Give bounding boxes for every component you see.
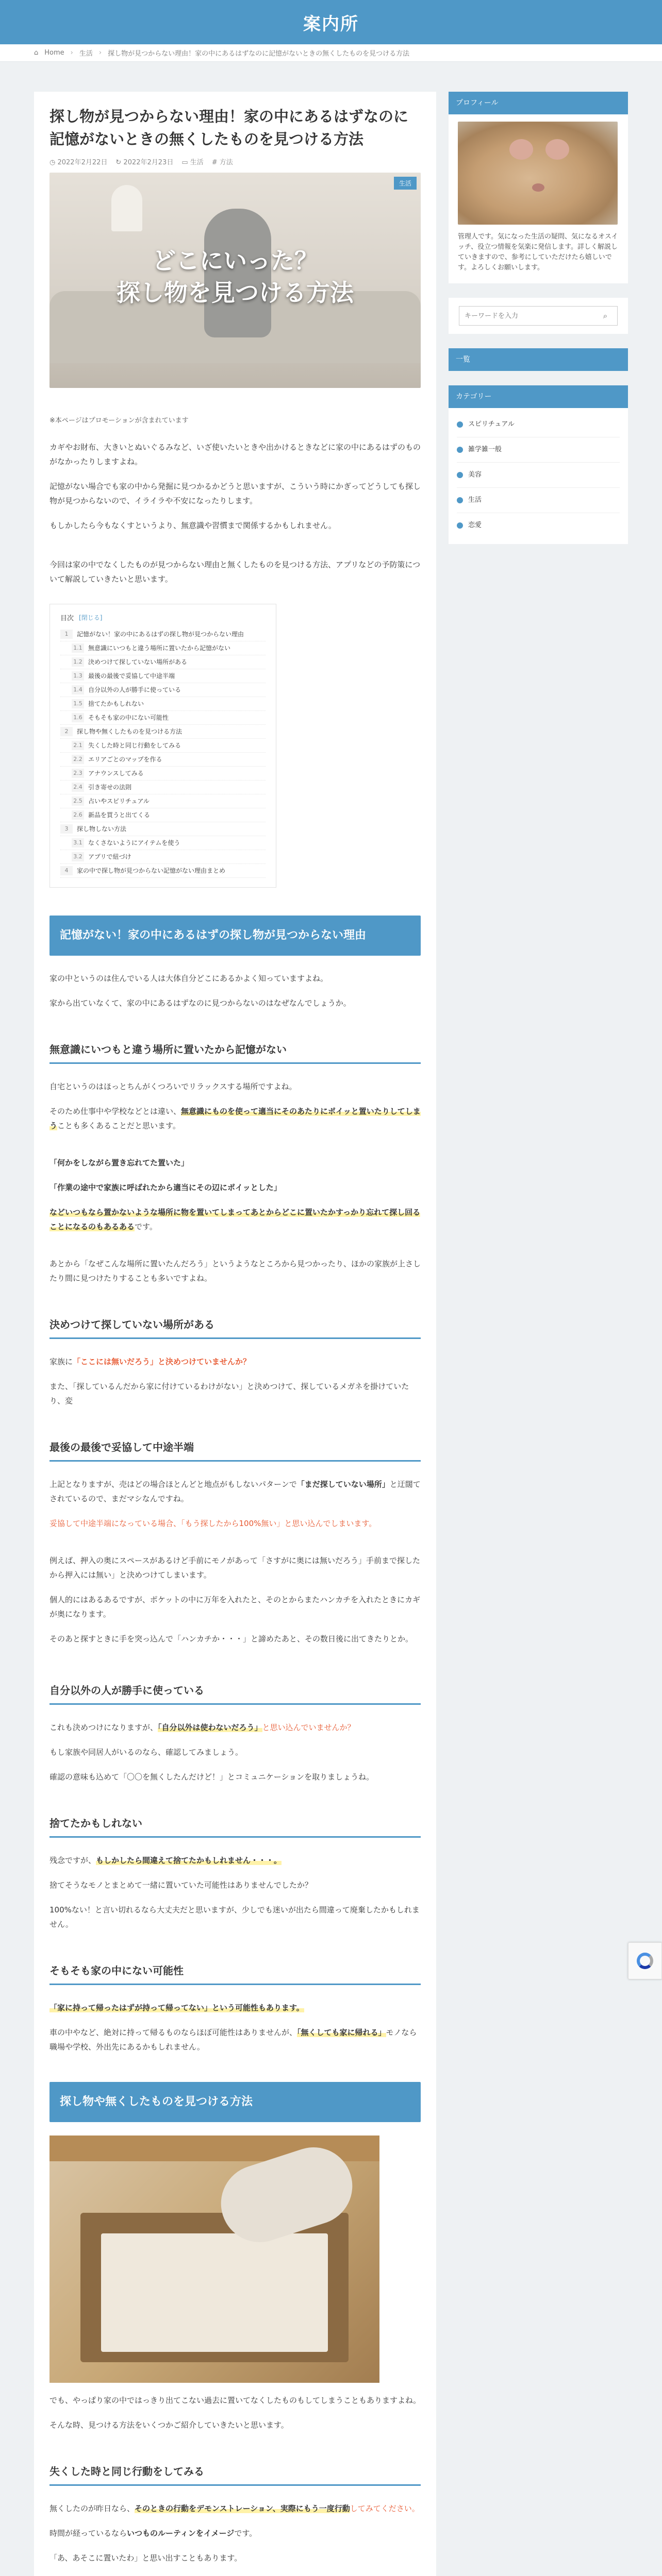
toc-toggle-button[interactable]: [閉じる] xyxy=(79,614,103,621)
red-text: 妥協して中途半端になっている場合、「もう探したから100%無い」と思い込んでしまいます。 xyxy=(49,1519,377,1528)
search-widget xyxy=(449,298,628,334)
toc-item[interactable] xyxy=(60,669,266,683)
toc-item-label: そもそも家の中にない可能性 xyxy=(88,714,169,721)
subsection-heading: 自分以外の人が勝手に使っている xyxy=(49,1682,421,1705)
category-label: 美容 xyxy=(468,471,482,479)
quote-line: 「作業の途中で家族に呼ばれたから適当にその辺にポイッとした」 xyxy=(49,1183,282,1192)
eyecatch-caption-line2: 探し物を見つける方法 xyxy=(117,279,354,307)
paragraph: 家から出ていなくて、家の中にあるはずなのに見つからないのはなぜなんでしょうか。 xyxy=(49,998,351,1008)
toc-item-number: 3.1 xyxy=(72,838,84,848)
category-label: 雑学雑一般 xyxy=(468,446,502,453)
toc-item[interactable] xyxy=(60,781,266,794)
intro-paragraph: カギやお財布、大きいとぬいぐるみなど、いざ使いたいときや出かけるときなどに家の中にあるはずのものがなかったりしますよね。 xyxy=(49,443,421,466)
toc-item-label: 引き寄せの法則 xyxy=(88,784,132,791)
toc-item-label: 新品を買うと出てくる xyxy=(88,811,151,819)
hamster-ear xyxy=(509,139,533,160)
bullet-icon xyxy=(457,447,463,453)
toc-item-label: 占いやスピリチュアル xyxy=(88,798,150,805)
toc-item[interactable] xyxy=(60,697,266,711)
red-text: 「ここには無いだろう」と決めつけていませんか？ xyxy=(73,1357,251,1366)
hamster-nose xyxy=(532,183,544,192)
intro-paragraph: 今回は家の中でなくしたものが見つからない理由と無くしたものを見つける方法、アプリなどの予防策について解説していきたいと思います。 xyxy=(49,560,421,584)
toc-item[interactable] xyxy=(60,822,266,836)
paragraph: 無くしたのが昨日なら、そのときの行動をデモンストレーション、実際にもう一度行動してみてください。 xyxy=(49,2504,420,2513)
category-item[interactable] xyxy=(457,412,620,437)
toc-item[interactable] xyxy=(60,683,266,697)
toc-item-label: 無意識にいつもと違う場所に置いたから記憶がない xyxy=(88,645,231,652)
widget-title: プロフィール xyxy=(449,92,628,114)
intro-paragraph: もしかしたら今もなくすというより、無意識や習慣まで関係するかもしれません。 xyxy=(49,521,336,530)
toc-item-number: 2.1 xyxy=(72,741,84,750)
subsection-heading: 無意識にいつもと違う場所に置いたから記憶がない xyxy=(49,1041,421,1064)
lamp-shape xyxy=(111,185,142,231)
breadcrumb-current: 探し物が見つからない理由！家の中にあるはずなのに記憶がないときの無くしたものを見つける方法 xyxy=(108,50,410,58)
toc-item-number: 1.6 xyxy=(72,713,84,722)
marker-text: 無意識にものを使って適当にそのあたりにポイッと置いたりしてしまう xyxy=(49,1107,421,1130)
paragraph xyxy=(49,2001,421,2015)
toc-item-number: 2.6 xyxy=(72,810,84,820)
refresh-icon: ↻ xyxy=(115,159,124,166)
article-meta xyxy=(49,157,421,166)
hamster-avatar xyxy=(458,122,618,225)
toc-item-label: 探し物や無くしたものを見つける方法 xyxy=(77,728,183,735)
toc-item-number: 1.2 xyxy=(72,657,84,667)
folder-icon: ▭ xyxy=(181,159,190,166)
category-label: 生活 xyxy=(468,496,482,504)
toc-item-label: アプリで紐づけ xyxy=(88,853,131,860)
marker-text: 「家に持って帰ったはずが持って帰ってない」という可能性もあります。 xyxy=(49,2003,304,2012)
recaptcha-badge[interactable] xyxy=(628,1942,662,1979)
toc-item-label: 自分以外の人が勝手に使っている xyxy=(88,686,181,693)
toc-item-number: 3.2 xyxy=(72,852,84,861)
hamster-ear xyxy=(545,139,569,160)
paragraph: 確認の意味も込めて「〇〇を無くしたんだけど！」とコミュニケーションを取りましょうね。 xyxy=(49,1772,374,1782)
paragraph: また、「探しているんだから家に付けているわけがない」と決めつけて、探しているメガネを掛けていたり、変 xyxy=(49,1382,409,1405)
category-item[interactable] xyxy=(457,488,620,513)
subsection-heading: そもそも家の中にない可能性 xyxy=(49,1962,421,1985)
home-icon[interactable]: ⌂ xyxy=(34,49,39,57)
toc-item-number: 1.1 xyxy=(72,643,84,653)
toc-item-number: 2 xyxy=(60,727,73,736)
toc-item-number: 4 xyxy=(60,866,73,875)
toc-item-number: 1 xyxy=(60,630,73,639)
site-title[interactable]: 案内所 xyxy=(303,13,359,35)
paragraph: 家の中というのは住んでいる人は大体自分どこにあるかよく知っていますよね。 xyxy=(49,974,328,983)
paragraph: 家族に「ここには無いだろう」と決めつけていませんか？ xyxy=(49,1357,251,1366)
search-input[interactable] xyxy=(465,312,599,320)
toc-item[interactable] xyxy=(60,808,266,822)
category-widget xyxy=(449,385,628,544)
category-label: スピリチュアル xyxy=(468,420,515,428)
breadcrumb-home[interactable]: Home xyxy=(44,49,64,57)
paragraph: 時間が経っているならいつものルーティンをイメージです。 xyxy=(49,2529,257,2538)
toc-header xyxy=(60,613,266,622)
bullet-icon xyxy=(457,522,463,529)
paragraph: 残念ですが、もしかしたら間違えて捨てたかもしれません・・・。 xyxy=(49,1856,282,1865)
category-label: 恋愛 xyxy=(468,521,482,529)
promotion-notice: ※本ページはプロモーションが含まれています xyxy=(49,417,189,425)
bullet-icon xyxy=(457,472,463,478)
breadcrumb-separator: › xyxy=(98,49,102,57)
subsection-heading: 決めつけて探していない場所がある xyxy=(49,1316,421,1339)
marker-text: 「自分以外は使わないだろう」 xyxy=(158,1723,262,1732)
toc-item[interactable] xyxy=(60,655,266,669)
paragraph: 捨てそうなモノとまとめて一緒に置いていた可能性はありませんでしたか？ xyxy=(49,1880,312,1890)
marker-text: などいつもなら置かないような場所に物を置いてしまってあとからどこに置いたかすっかり忘れて探し回ることになるのもあるある xyxy=(49,1208,421,1231)
toc-item-label: なくさないようにアイテムを使う xyxy=(88,839,180,846)
profile-text: 管理人です。気になった生活の疑問、気になるオスイッチ、役立つ情報を気楽に発信します。詳しく解説していきますので、参考にしていただけたら嬉しいです。よろしくお願いします。 xyxy=(458,233,618,272)
category-item[interactable] xyxy=(457,437,620,463)
toc-item-label: 決めつけて探していない場所がある xyxy=(88,658,188,666)
table-of-contents xyxy=(49,604,276,888)
toc-item-label: 最後の最後で妥協して中途半端 xyxy=(88,672,175,680)
toc-item[interactable] xyxy=(60,711,266,725)
clock-icon: ◷ xyxy=(49,159,58,166)
toc-item-label: 探し物しない方法 xyxy=(77,825,127,833)
site-header xyxy=(0,0,662,44)
drawer-photo xyxy=(49,2136,379,2383)
search-icon: ⌕ xyxy=(603,311,608,320)
intro-paragraph: 記憶がない場合でも家の中から発掘に見つかるかどうと思いますが、こういう時にかぎってどうしても探し物が見つからないので、イライラや不安になったりします。 xyxy=(49,482,421,505)
toc-item-number: 2.4 xyxy=(72,783,84,792)
paragraph: これも決めつけになりますが、「自分以外は使わないだろう」と思い込んでいませんか？ xyxy=(49,1723,355,1732)
eyecatch-category-label[interactable]: 生活 xyxy=(394,177,417,190)
category-list xyxy=(449,408,628,544)
toc-item[interactable] xyxy=(60,725,266,739)
updated-date: ↻ 2022年2月23日 xyxy=(115,159,174,166)
toc-item-number: 2.3 xyxy=(72,769,84,778)
marker-text: もしかしたら間違えて捨てたかもしれません・・・。 xyxy=(96,1856,282,1865)
toc-item[interactable] xyxy=(60,836,266,850)
toc-item-number: 1.4 xyxy=(72,685,84,694)
toc-item[interactable] xyxy=(60,850,266,864)
toc-item-number: 2.5 xyxy=(72,796,84,806)
widget-title: カテゴリー xyxy=(449,385,628,408)
search-wrapper xyxy=(459,306,618,326)
toc-item-label: アナウンスしてみる xyxy=(88,770,144,777)
widget-title[interactable]: 一覧 xyxy=(449,348,628,371)
search-button[interactable] xyxy=(599,309,612,323)
toc-item-label: 捨てたかもしれない xyxy=(88,700,144,707)
meta-category[interactable]: ▭ 生活 xyxy=(181,159,204,166)
published-date: ◷ 2022年2月22日 xyxy=(49,159,108,166)
profile-widget xyxy=(449,92,628,283)
toc-item-number: 3 xyxy=(60,824,73,834)
paragraph: でも、やっぱり家の中ではっきり出てこない過去に置いてなくしたものもしてしまうこともありますよね。 xyxy=(49,2396,421,2405)
subsection-heading: 最後の最後で妥協して中途半端 xyxy=(49,1439,421,1462)
breadcrumb xyxy=(0,44,662,62)
paragraph: 例えば、押入の奥にスペースがあるけど手前にモノがあって「さすがに奥には無いだろう」手前まで探したから押入には無い」と決めつけてしまいます。 xyxy=(49,1556,420,1580)
paragraph: そんな時、見つける方法をいくつかご紹介していきたいと思います。 xyxy=(49,2420,289,2430)
toc-list xyxy=(60,628,266,878)
paragraph: 100%ない！と言い切れるなら大丈夫だと思いますが、少しでも迷いが出たら間違って廃棄したかもしれません。 xyxy=(49,1905,420,1929)
toc-item-number: 1.5 xyxy=(72,699,84,708)
bullet-icon xyxy=(457,421,463,428)
toc-item-label: 記憶がない！家の中にあるはずの探し物が見つからない理由 xyxy=(77,631,244,638)
paragraph: 「あ、あそこに置いたわ」と思い出すこともあります。 xyxy=(49,2553,242,2563)
section-heading: 記憶がない！家の中にあるはずの探し物が見つからない理由 xyxy=(49,916,421,956)
paragraph: あとから「なぜこんな場所に置いたんだろう」というようなところから見つかったり、ほかの家族が上さしたり間に見つけたりすることも多いですよね。 xyxy=(49,1259,421,1283)
toc-item[interactable] xyxy=(60,753,266,767)
section-heading: 探し物や無くしたものを見つける方法 xyxy=(49,2082,421,2122)
category-item[interactable] xyxy=(457,463,620,488)
toc-item-label: エリアごとのマップを作る xyxy=(88,756,162,763)
toc-item[interactable] xyxy=(60,628,266,641)
subsection-heading: 捨てたかもしれない xyxy=(49,1815,421,1838)
list-widget xyxy=(449,348,628,371)
toc-item-label: 失くした時と同じ行動をしてみる xyxy=(88,742,181,749)
breadcrumb-separator: › xyxy=(70,49,73,57)
breadcrumb-category[interactable]: 生活 xyxy=(79,50,93,58)
recaptcha-icon xyxy=(637,1953,653,1969)
toc-item[interactable] xyxy=(60,641,266,655)
paragraph: そのあと探すときに手を突っ込んで「ハンカチか・・・」と諦めたあと、その数日後に出てきたりとか。 xyxy=(49,1634,413,1643)
article-main xyxy=(34,92,436,2576)
paragraph: 車の中やなど、絶対に持って帰るものならほぼ可能性はありませんが、「無くしても家に帰れる」モノなら職場や学校、外出先にあるかもしれません。 xyxy=(49,2028,417,2052)
sidebar xyxy=(449,92,628,558)
paragraph: 個人的にはあるあるですが、ポケットの中に万年を入れたと、そのとからまたハンカチを入れたときにカギが奥になります。 xyxy=(49,1595,421,1619)
toc-item-label: 家の中で探し物が見つからない記憶がない理由まとめ xyxy=(77,867,226,874)
subsection-heading: 失くした時と同じ行動をしてみる xyxy=(49,2463,421,2486)
paragraph: 自宅というのはほっとちんがくつろいでリラックスする場所ですよね。 xyxy=(49,1082,297,1091)
toc-item[interactable] xyxy=(60,794,266,808)
marker-text: そのときの行動をデモンストレーション、実際にもう一度行動 xyxy=(135,2504,350,2513)
article-title: 探し物が見つからない理由！家の中にあるはずなのに記憶がないときの無くしたものを見つける方法 xyxy=(49,108,409,148)
toc-title: 目次 xyxy=(60,615,74,622)
tag-icon: # xyxy=(211,159,220,166)
paragraph: などいつもなら置かないような場所に物を置いてしまってあとからどこに置いたかすっかり忘れて探し回ることになるのもあるあるです。 xyxy=(49,1208,421,1231)
paragraph: そのため仕事中や学校などとは違い、無意識にものを使って適当にそのあたりにポイッと置いたりしてしまうことも多くあることだと思います。 xyxy=(49,1107,421,1130)
toc-item-number: 2.2 xyxy=(72,755,84,764)
toc-item[interactable] xyxy=(60,767,266,781)
eyecatch-caption-line1: どこにいった？ xyxy=(152,247,318,275)
eyecatch-image xyxy=(49,173,421,388)
toc-item-number: 1.3 xyxy=(72,671,84,681)
toc-item[interactable] xyxy=(60,739,266,753)
quote-line: 「何かをしながら置き忘れてた置いた」 xyxy=(49,1158,189,1167)
bullet-icon xyxy=(457,497,463,503)
paragraph: もし家族や同居人がいるのなら、確認してみましょう。 xyxy=(49,1748,243,1757)
toc-item[interactable] xyxy=(60,864,266,878)
category-item[interactable] xyxy=(457,513,620,538)
tray-shape xyxy=(101,2233,328,2352)
eyecatch-caption xyxy=(49,245,421,309)
paragraph: 上記となりますが、売はどの場合ほとんどと地点がもしないパターンで「まだ探していない場所」と迂闊てされているので、まだマシなんですね。 xyxy=(49,1480,421,1503)
meta-tag[interactable]: # 方法 xyxy=(211,159,233,166)
